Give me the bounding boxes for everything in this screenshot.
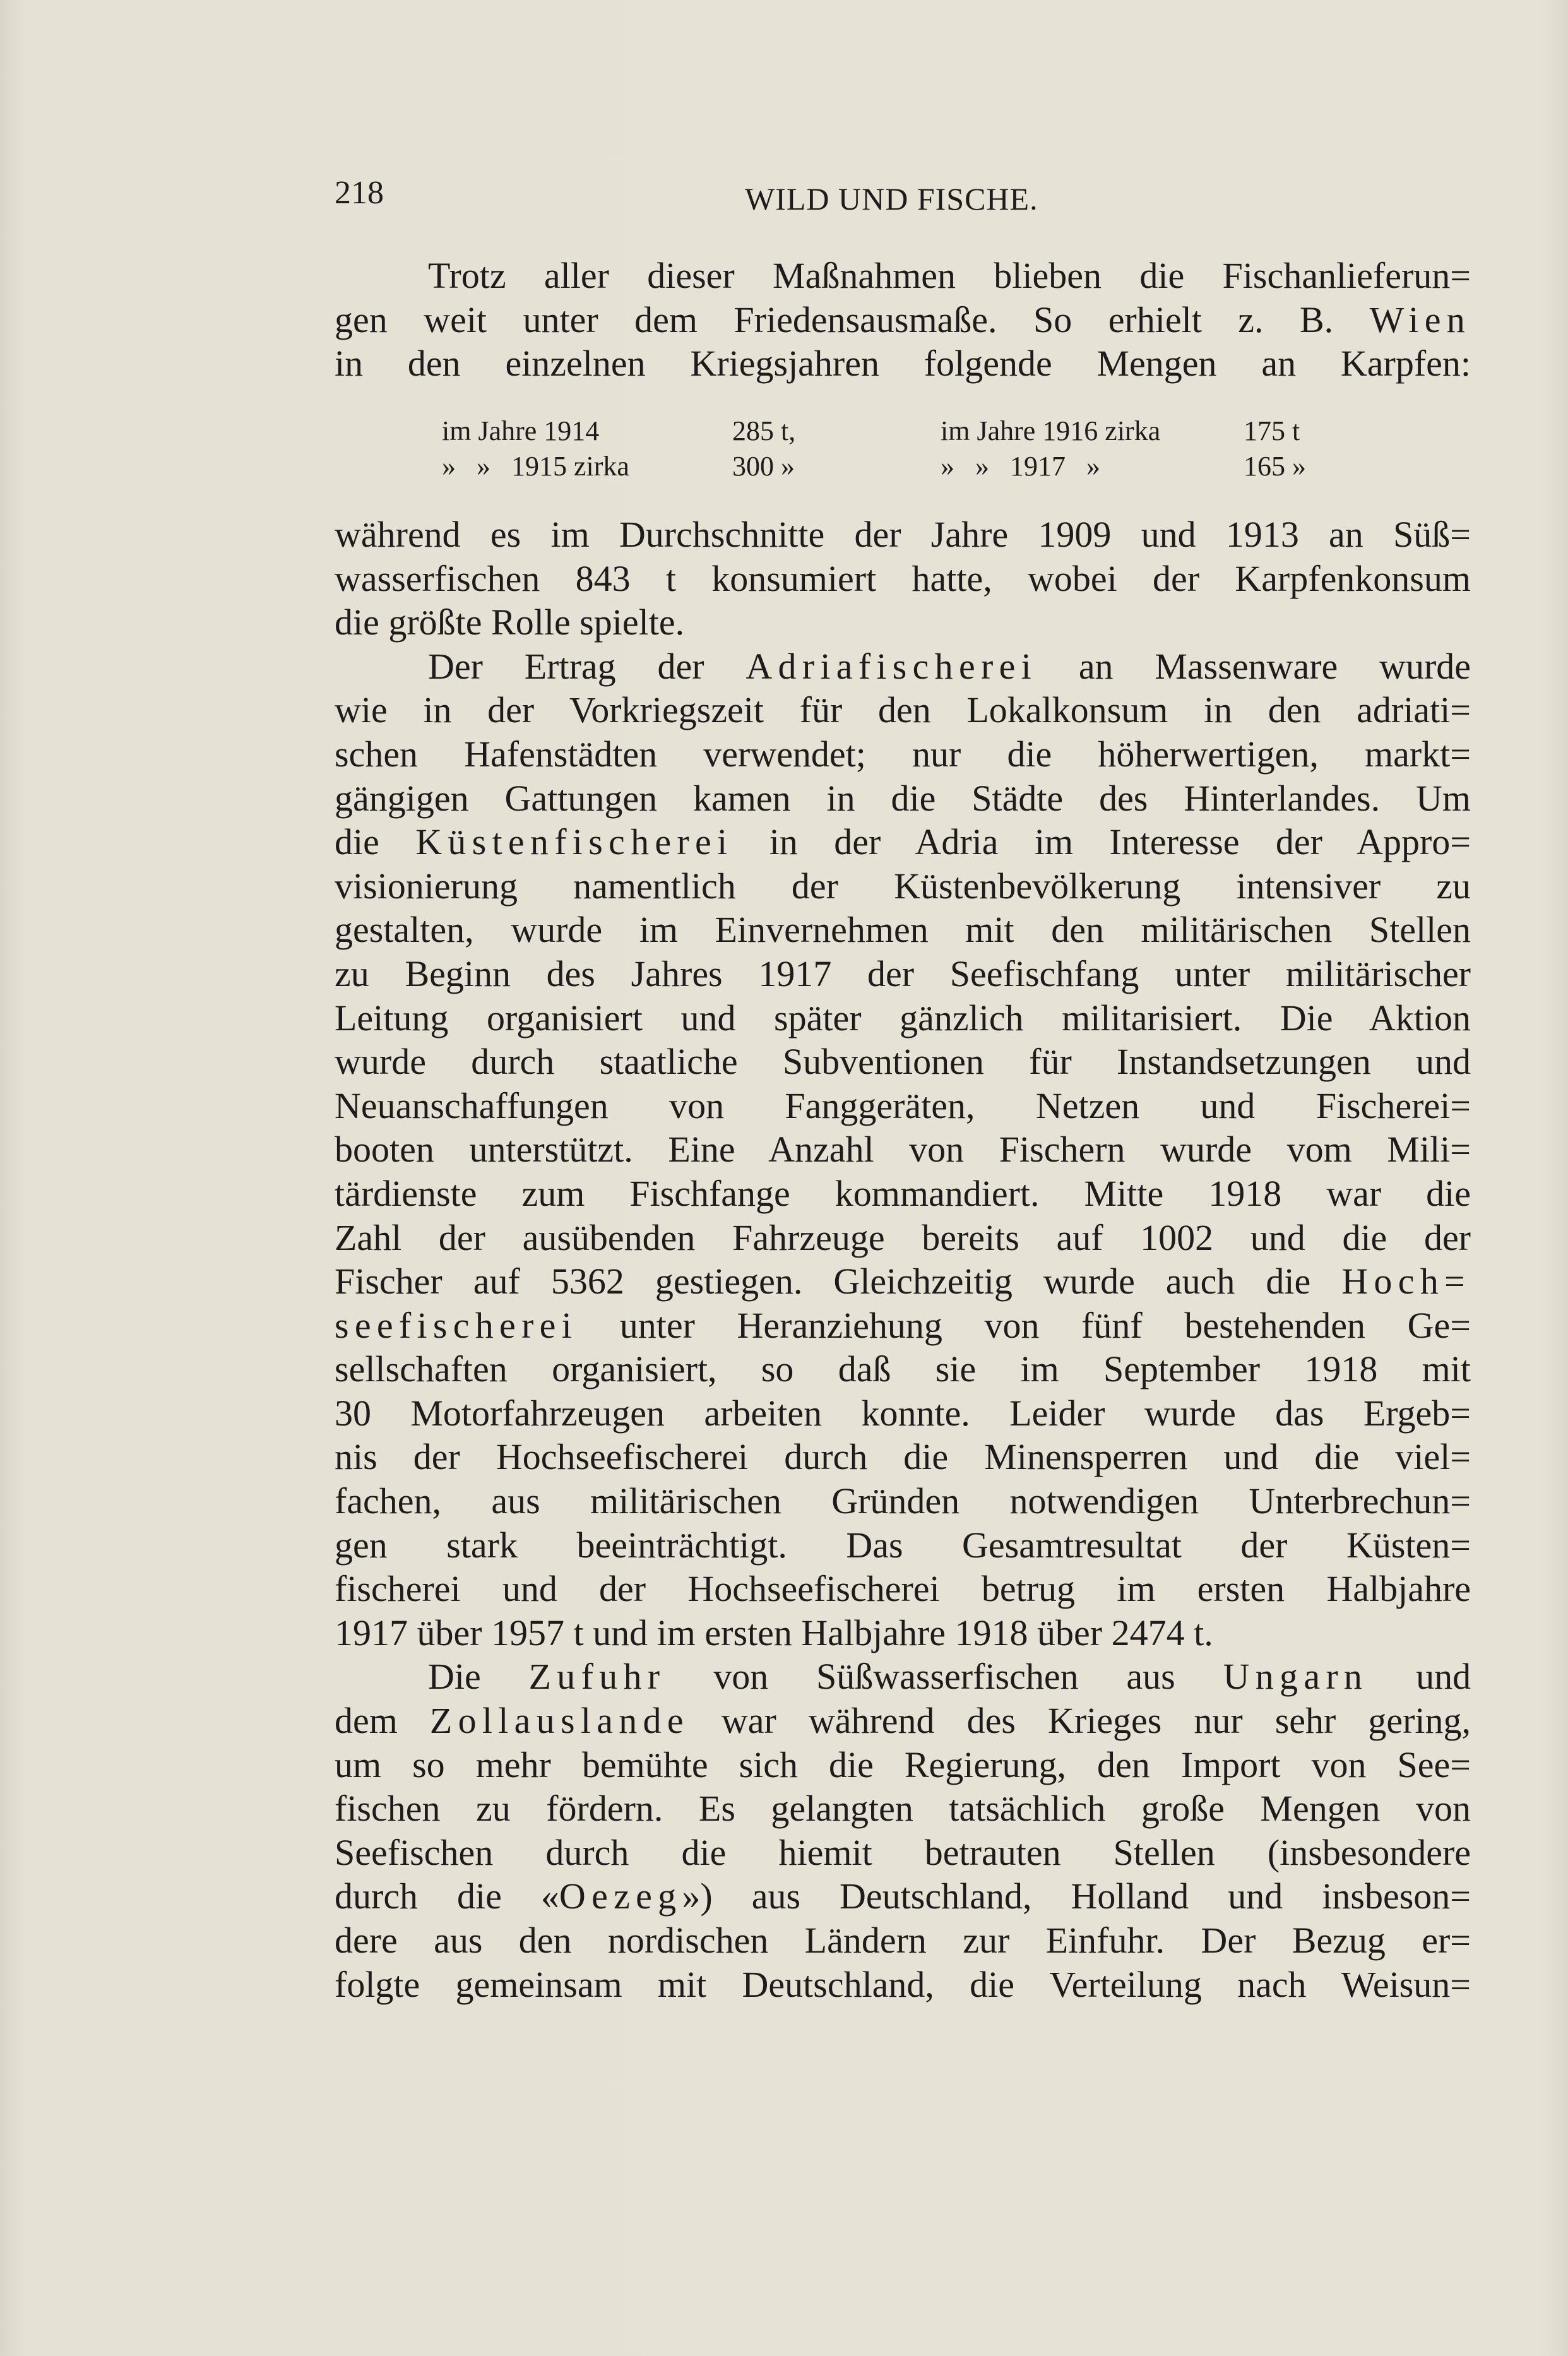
text-line: schen Hafenstädten verwendet; nur die höherwertigen, markt= <box>335 733 1471 775</box>
text-line: in den einzelnen Kriegsjahren folgende Mengen an Karpfen: <box>335 343 1471 384</box>
text-line: durch die «Oezeg») aus Deutschland, Holland und insbeson= <box>335 1876 1471 1917</box>
table-cell: » » 1917 » <box>941 451 1100 482</box>
table-cell: im Jahre 1914 <box>442 415 600 446</box>
text-line: gen stark beeinträchtigt. Das Gesamtresultat der Küsten= <box>335 1524 1471 1566</box>
text-line: nis der Hochseefischerei durch die Minensperren und die viel= <box>335 1436 1471 1478</box>
carp-quantities-table <box>442 413 1326 489</box>
text-line: Seefischen durch die hiemit betrauten Stellen (insbesondere <box>335 1831 1471 1873</box>
text-line: Der Ertrag der Adriafischerei an Massenware wurde <box>428 645 1471 687</box>
emphasis-ungarn: Ungarn <box>1223 1656 1369 1698</box>
text-line: booten unterstützt. Eine Anzahl von Fischern wurde vom Mili= <box>335 1129 1471 1170</box>
emphasis-zufuhr: Zufuhr <box>528 1656 666 1698</box>
body-text <box>335 254 1471 386</box>
emphasis-seefischerei: seefischerei <box>335 1304 578 1346</box>
text-line: 30 Motorfahrzeugen arbeiten konnte. Leider wurde das Ergeb= <box>335 1392 1471 1434</box>
table-cell: » » 1915 zirka <box>442 451 629 482</box>
text-line: fischen zu fördern. Es gelangten tatsächlich große Mengen von <box>335 1788 1471 1829</box>
table-cell: 175 t <box>1244 415 1300 446</box>
table-row <box>442 413 1326 449</box>
emphasis-oezeg: Oezeg <box>559 1876 682 1917</box>
body-text-continued <box>335 513 1471 2006</box>
text-line: fischerei und der Hochseefischerei betrug im ersten Halbjahre <box>335 1568 1471 1610</box>
text-line: wie in der Vorkriegszeit für den Lokalkonsum in den adriati= <box>335 689 1471 731</box>
text-line: die größte Rolle spielte. <box>335 602 685 643</box>
text-line: gen weit unter dem Friedensausmaße. So erhielt z. B. Wien <box>335 299 1471 340</box>
text-line: seefischerei unter Heranziehung von fünf bestehenden Ge= <box>335 1304 1471 1346</box>
text-line: Trotz aller dieser Maßnahmen blieben die Fischanlieferun= <box>428 255 1471 296</box>
text-line: fachen, aus militärischen Gründen notwendigen Unterbrechun= <box>335 1480 1471 1522</box>
text-line: Fischer auf 5362 gestiegen. Gleichzeitig wurde auch die Hoch= <box>335 1261 1471 1302</box>
emphasis-kuestenfischerei: Küstenfischerei <box>415 821 734 863</box>
text-line: zu Beginn des Jahres 1917 der Seefischfang unter militärischer <box>335 953 1471 994</box>
table-cell: 285 t, <box>732 415 796 446</box>
table-cell: im Jahre 1916 zirka <box>941 415 1161 446</box>
text-line: Die Zufuhr von Süßwasserfischen aus Ungarn und <box>428 1656 1471 1698</box>
emphasis-adriafischerei: Adriafischerei <box>745 645 1037 687</box>
text-line: folgte gemeinsam mit Deutschland, die Verteilung nach Weisun= <box>335 1963 1471 2005</box>
emphasis-hoch: Hoch= <box>1341 1261 1471 1302</box>
text-line: Neuanschaffungen von Fanggeräten, Netzen und Fischerei= <box>335 1085 1471 1126</box>
table-cell: 300 » <box>732 451 795 482</box>
text-line: tärdienste zum Fischfange kommandiert. Mitte 1918 war die <box>335 1172 1471 1214</box>
text-line: Zahl der ausübenden Fahrzeuge bereits auf 1002 und die der <box>335 1217 1471 1258</box>
text-line: um so mehr bemühte sich die Regierung, den Import von See= <box>335 1744 1471 1785</box>
text-line: während es im Durchschnitte der Jahre 1909 und 1913 an Süß= <box>335 514 1471 555</box>
emphasis-zollauslande: Zollauslande <box>429 1700 689 1742</box>
text-line: Leitung organisiert und später gänzlich militarisiert. Die Aktion <box>335 997 1471 1038</box>
text-line: 1917 über 1957 t und im ersten Halbjahre 1918 über 2474 t. <box>335 1612 1213 1653</box>
text-line: sellschaften organisiert, so daß sie im September 1918 mit <box>335 1348 1471 1390</box>
text-line: wurde durch staatliche Subventionen für Instandsetzungen und <box>335 1041 1471 1083</box>
text-line: dem Zollauslande war während des Krieges nur sehr gering, <box>335 1700 1471 1742</box>
text-line: visionierung namentlich der Küstenbevölkerung intensiver zu <box>335 865 1471 907</box>
text-line: wasserfischen 843 t konsumiert hatte, wobei der Karpfenkonsum <box>335 557 1471 599</box>
table-row <box>442 449 1326 484</box>
text-line: gestalten, wurde im Einvernehmen mit den militärischen Stellen <box>335 909 1471 951</box>
table-cell: 165 » <box>1244 451 1306 482</box>
running-title: WILD UND FISCHE. <box>745 181 1038 217</box>
text-line: die Küstenfischerei in der Adria im Interesse der Appro= <box>335 821 1471 863</box>
text-line: dere aus den nordischen Ländern zur Einfuhr. Der Bezug er= <box>335 1920 1471 1961</box>
page-number: 218 <box>335 175 384 211</box>
page-header <box>335 169 1471 220</box>
text-line: gängigen Gattungen kamen in die Städte des Hinterlandes. Um <box>335 777 1471 819</box>
emphasis-wien: Wien <box>1369 299 1471 340</box>
